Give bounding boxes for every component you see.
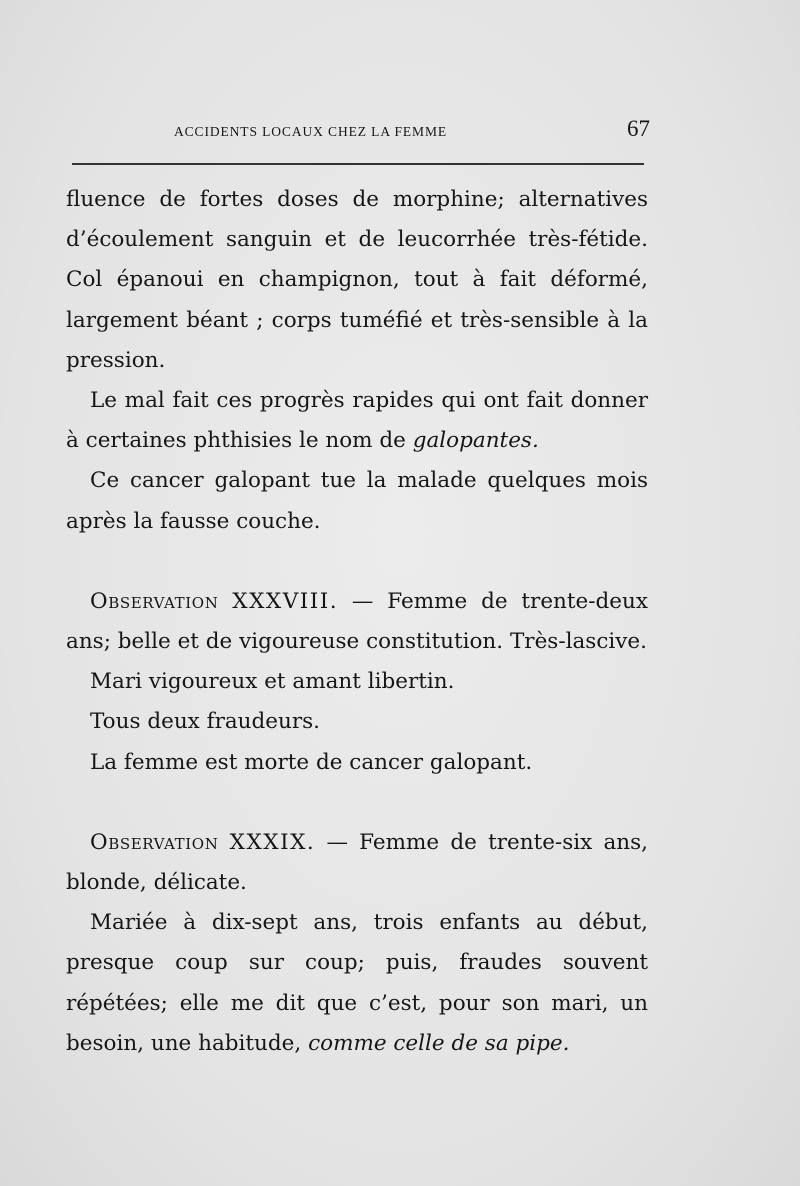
page-number: 67 [627,116,650,141]
paragraph-cancer: Ce cancer galopant tue la malade quelques mois après la fausse couche. [66,468,648,534]
paragraph-text: Mariée à dix-sept ans, trois enfants au début, presque coup sur coup; puis, fraudes souvent répétées; elle me dit que c’est, pour son mari, un besoin, une habitude, [66,910,648,1056]
observation-text: — Femme de trente-six ans, blonde, délicate. [66,829,648,896]
running-title: ACCIDENTS LOCAUX CHEZ LA FEMME [174,124,448,139]
observation-39 [66,823,648,903]
observation-number: XXXVIII. [232,588,339,614]
paragraph-morte: La femme est morte de cancer galopant. [90,749,533,775]
paragraph-fraudeurs: Tous deux fraudeurs. [90,709,321,735]
observation-text: — Femme de trente-deux ans; belle et de vigoureuse constitution. Très-lascive. [66,588,648,655]
italic-phrase: comme celle de sa pipe. [308,1030,570,1056]
paragraph-continued: fluence de fortes doses de morphine; alternatives d’écoulement sanguin et de leucorrhée très-fétide. Col épanoui en champignon, tout à fait déformé, largement béant ; corps tuméfié et très-sensible à la pression. [66,187,648,373]
header-rule [72,163,644,165]
observation-label: Observation [90,588,219,614]
observation-label: Observation [90,829,219,855]
observation-38 [66,582,648,662]
observation-number: XXXIX. [229,829,316,855]
paragraph-mariee [66,903,648,1064]
body-text [66,180,648,1064]
italic-term: galopantes. [412,428,539,454]
paragraph-galopantes [66,381,648,461]
paragraph-text: Le mal fait ces progrès rapides qui ont fait donner à certaines phthisies le nom de [66,388,648,454]
page-header [66,112,650,152]
paragraph-mari: Mari vigoureux et amant libertin. [90,669,455,695]
